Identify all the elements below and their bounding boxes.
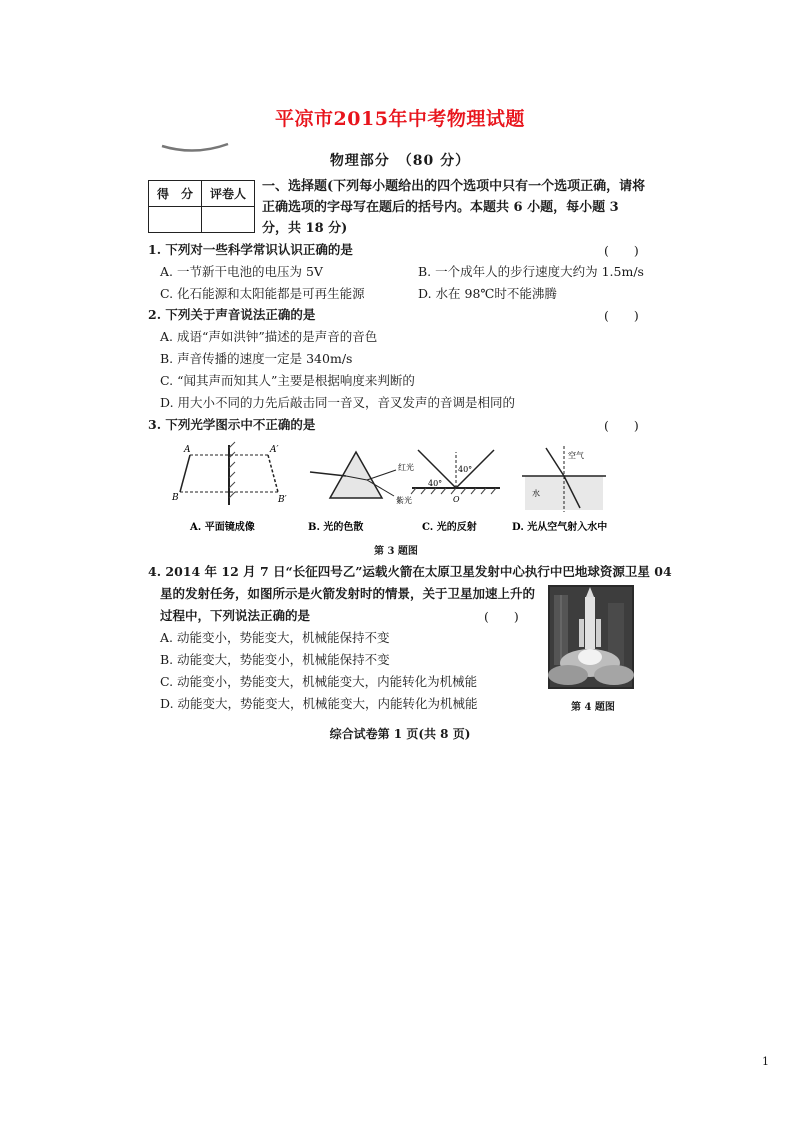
page-number: 1 bbox=[762, 1055, 769, 1068]
fig3-b-prism bbox=[310, 452, 414, 505]
q1-stem: 1. 下列对一些科学常识认识正确的是 bbox=[148, 242, 353, 257]
q1-answer-blank: ( ) bbox=[604, 243, 639, 258]
fig3-label-angle-40-top: 40° bbox=[458, 465, 473, 474]
q4-answer-blank: ( ) bbox=[484, 609, 519, 624]
fig3-caption-a: A. 平面镜成像 bbox=[190, 522, 255, 533]
score-header-grader: 评卷人 bbox=[202, 181, 255, 207]
q4-option-a: A. 动能变小，势能变大，机械能保持不变 bbox=[160, 630, 390, 645]
fig3-label-a-prime: A′ bbox=[270, 445, 279, 455]
q2-answer-blank: ( ) bbox=[604, 308, 639, 323]
q4-stem-line-1: 4. 2014 年 12 月 7 日“长征四号乙”运载火箭在太原卫星发射中心执行中巴地球资源卫星 04 bbox=[148, 564, 672, 579]
fig3-caption-b: B. 光的色散 bbox=[308, 522, 364, 533]
fig3-label-b: B bbox=[172, 493, 179, 503]
score-header-score: 得 分 bbox=[149, 181, 202, 207]
fig3-title: 第 3 题图 bbox=[374, 546, 418, 557]
q2-option-b: B. 声音传播的速度一定是 340m/s bbox=[160, 351, 353, 366]
fig3-label-o: O bbox=[453, 495, 460, 504]
q1-option-c: C. 化石能源和太阳能都是可再生能源 bbox=[160, 286, 365, 301]
fig3-d-refraction bbox=[522, 446, 606, 512]
fig3-label-purple-light: 紫光 bbox=[396, 496, 412, 505]
fig3-c-reflection bbox=[411, 450, 500, 504]
fig3-caption-d: D. 光从空气射入水中 bbox=[512, 522, 608, 533]
fig4-title: 第 4 题图 bbox=[571, 702, 615, 713]
page-title: 平凉市2015年中考物理试题 bbox=[275, 108, 525, 130]
section-title: 物理部分 （80 分） bbox=[329, 153, 471, 169]
fig3-label-red-light: 红光 bbox=[398, 463, 414, 472]
q1-option-b: B. 一个成年人的步行速度大约为 1.5m/s bbox=[418, 264, 644, 279]
fig3-caption-c: C. 光的反射 bbox=[422, 522, 477, 533]
page-footer: 综合试卷第 1 页(共 8 页) bbox=[329, 727, 471, 741]
fig3-label-air: 空气 bbox=[568, 451, 584, 460]
fig3-label-a: A bbox=[184, 445, 191, 455]
grader-cell bbox=[202, 207, 255, 233]
q3-answer-blank: ( ) bbox=[604, 418, 639, 433]
q1-option-d: D. 水在 98℃时不能沸腾 bbox=[418, 286, 557, 301]
q2-option-c: C. “闻其声而知其人”主要是根据响度来判断的 bbox=[160, 373, 415, 388]
q1-option-a: A. 一节新干电池的电压为 5V bbox=[160, 264, 323, 279]
q2-stem: 2. 下列关于声音说法正确的是 bbox=[148, 307, 316, 322]
q2-option-a: A. 成语“声如洪钟”描述的是声音的音色 bbox=[160, 329, 378, 344]
q4-option-d: D. 动能变大，势能变大，机械能变大，内能转化为机械能 bbox=[160, 696, 478, 711]
q3-stem: 3. 下列光学图示中不正确的是 bbox=[148, 417, 316, 432]
score-table bbox=[148, 180, 255, 233]
q2-option-d: D. 用大小不同的力先后敲击同一音叉，音叉发声的音调是相同的 bbox=[160, 395, 516, 410]
fig3-label-b-prime: B′ bbox=[278, 495, 287, 505]
fig3-a-plane-mirror bbox=[171, 442, 287, 505]
q4-option-b: B. 动能变大，势能变小，机械能保持不变 bbox=[160, 652, 390, 667]
figure-4-rocket-photo bbox=[548, 585, 634, 689]
figure-3 bbox=[160, 440, 630, 550]
score-cell bbox=[149, 207, 202, 233]
q4-stem-line-2: 星的发射任务，如图所示是火箭发射时的情景，关于卫星加速上升的 bbox=[160, 586, 536, 601]
fig3-label-angle-40-left: 40° bbox=[428, 479, 443, 488]
instructions: 一、选择题(下列每小题给出的四个选项中只有一个选项正确，请将正确选项的字母写在题后的括号内。本题共 6 小题，每小题 3 分，共 18 分) bbox=[262, 179, 646, 236]
q4-stem-line-3: 过程中，下列说法正确的是 bbox=[160, 608, 311, 623]
fig3-label-water: 水 bbox=[532, 489, 540, 498]
q4-option-c: C. 动能变小，势能变大，机械能变大，内能转化为机械能 bbox=[160, 674, 478, 689]
